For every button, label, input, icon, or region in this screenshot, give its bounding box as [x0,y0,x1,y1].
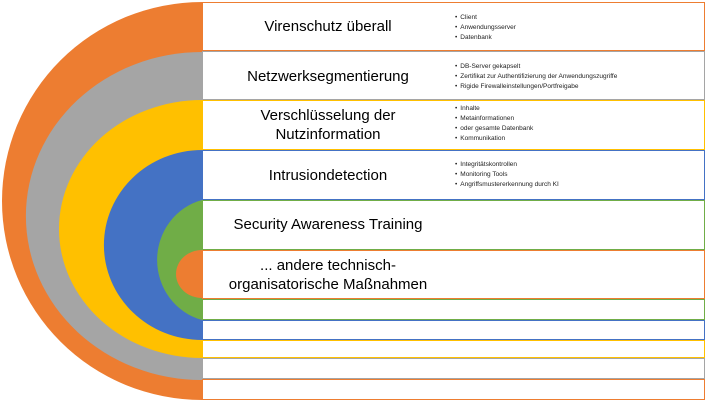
layer-row-intrusiondetection [202,150,705,200]
bullet-item: • Metainformationen [455,114,533,124]
layer-row-andere-massnahmen [202,250,705,299]
bullet-item: • Rigide Firewalleinstellungen/Portfreigabe [455,82,617,92]
empty-row [202,340,705,358]
bullet-item: • Kommunikation [455,134,533,144]
bullet-item: • DB-Server gekapselt [455,62,617,72]
layer-row-netzwerksegmentierung [202,51,705,100]
empty-row [202,320,705,340]
empty-row [202,379,705,400]
layer-bullets [455,62,617,92]
layer-title: Security Awareness Training [233,216,423,233]
layer-title-line: ... andere technisch- [260,257,396,274]
bullet-item: • Monitoring Tools [455,170,559,180]
layer-row-verschluesselung [202,100,705,150]
layer-title: Intrusiondetection [268,167,388,184]
bullet-item: • Anwendungsserver [455,23,516,33]
bullet-item: • Angriffsmustererkennung durch KI [455,180,559,190]
layer-bullets [455,160,559,190]
empty-row [202,299,705,320]
bullet-item: • Zertifikat zur Authentifizierung der Anwendungszugriffe [455,72,617,82]
layer-bullets [455,13,516,43]
layer-title: Netzwerksegmentierung [247,68,409,85]
bullet-item: • Integritätskontrollen [455,160,559,170]
layer-title-line: Nutzinformation [275,126,381,143]
layer-title: Virenschutz überall [264,18,392,35]
bullet-item: • oder gesamte Datenbank [455,124,533,134]
layer-title [203,106,453,144]
bullet-item: • Client [455,13,516,23]
layer-title [203,256,453,294]
layer-title-line: organisatorische Maßnahmen [228,276,428,293]
layer-row-security-awareness [202,200,705,250]
layer-title-line: Verschlüsselung der [260,107,396,124]
layer-row-virenschutz [202,2,705,51]
bullet-item: • Datenbank [455,33,516,43]
empty-row [202,358,705,379]
layer-bullets [455,104,533,144]
bullet-item: • Inhalte [455,104,533,114]
